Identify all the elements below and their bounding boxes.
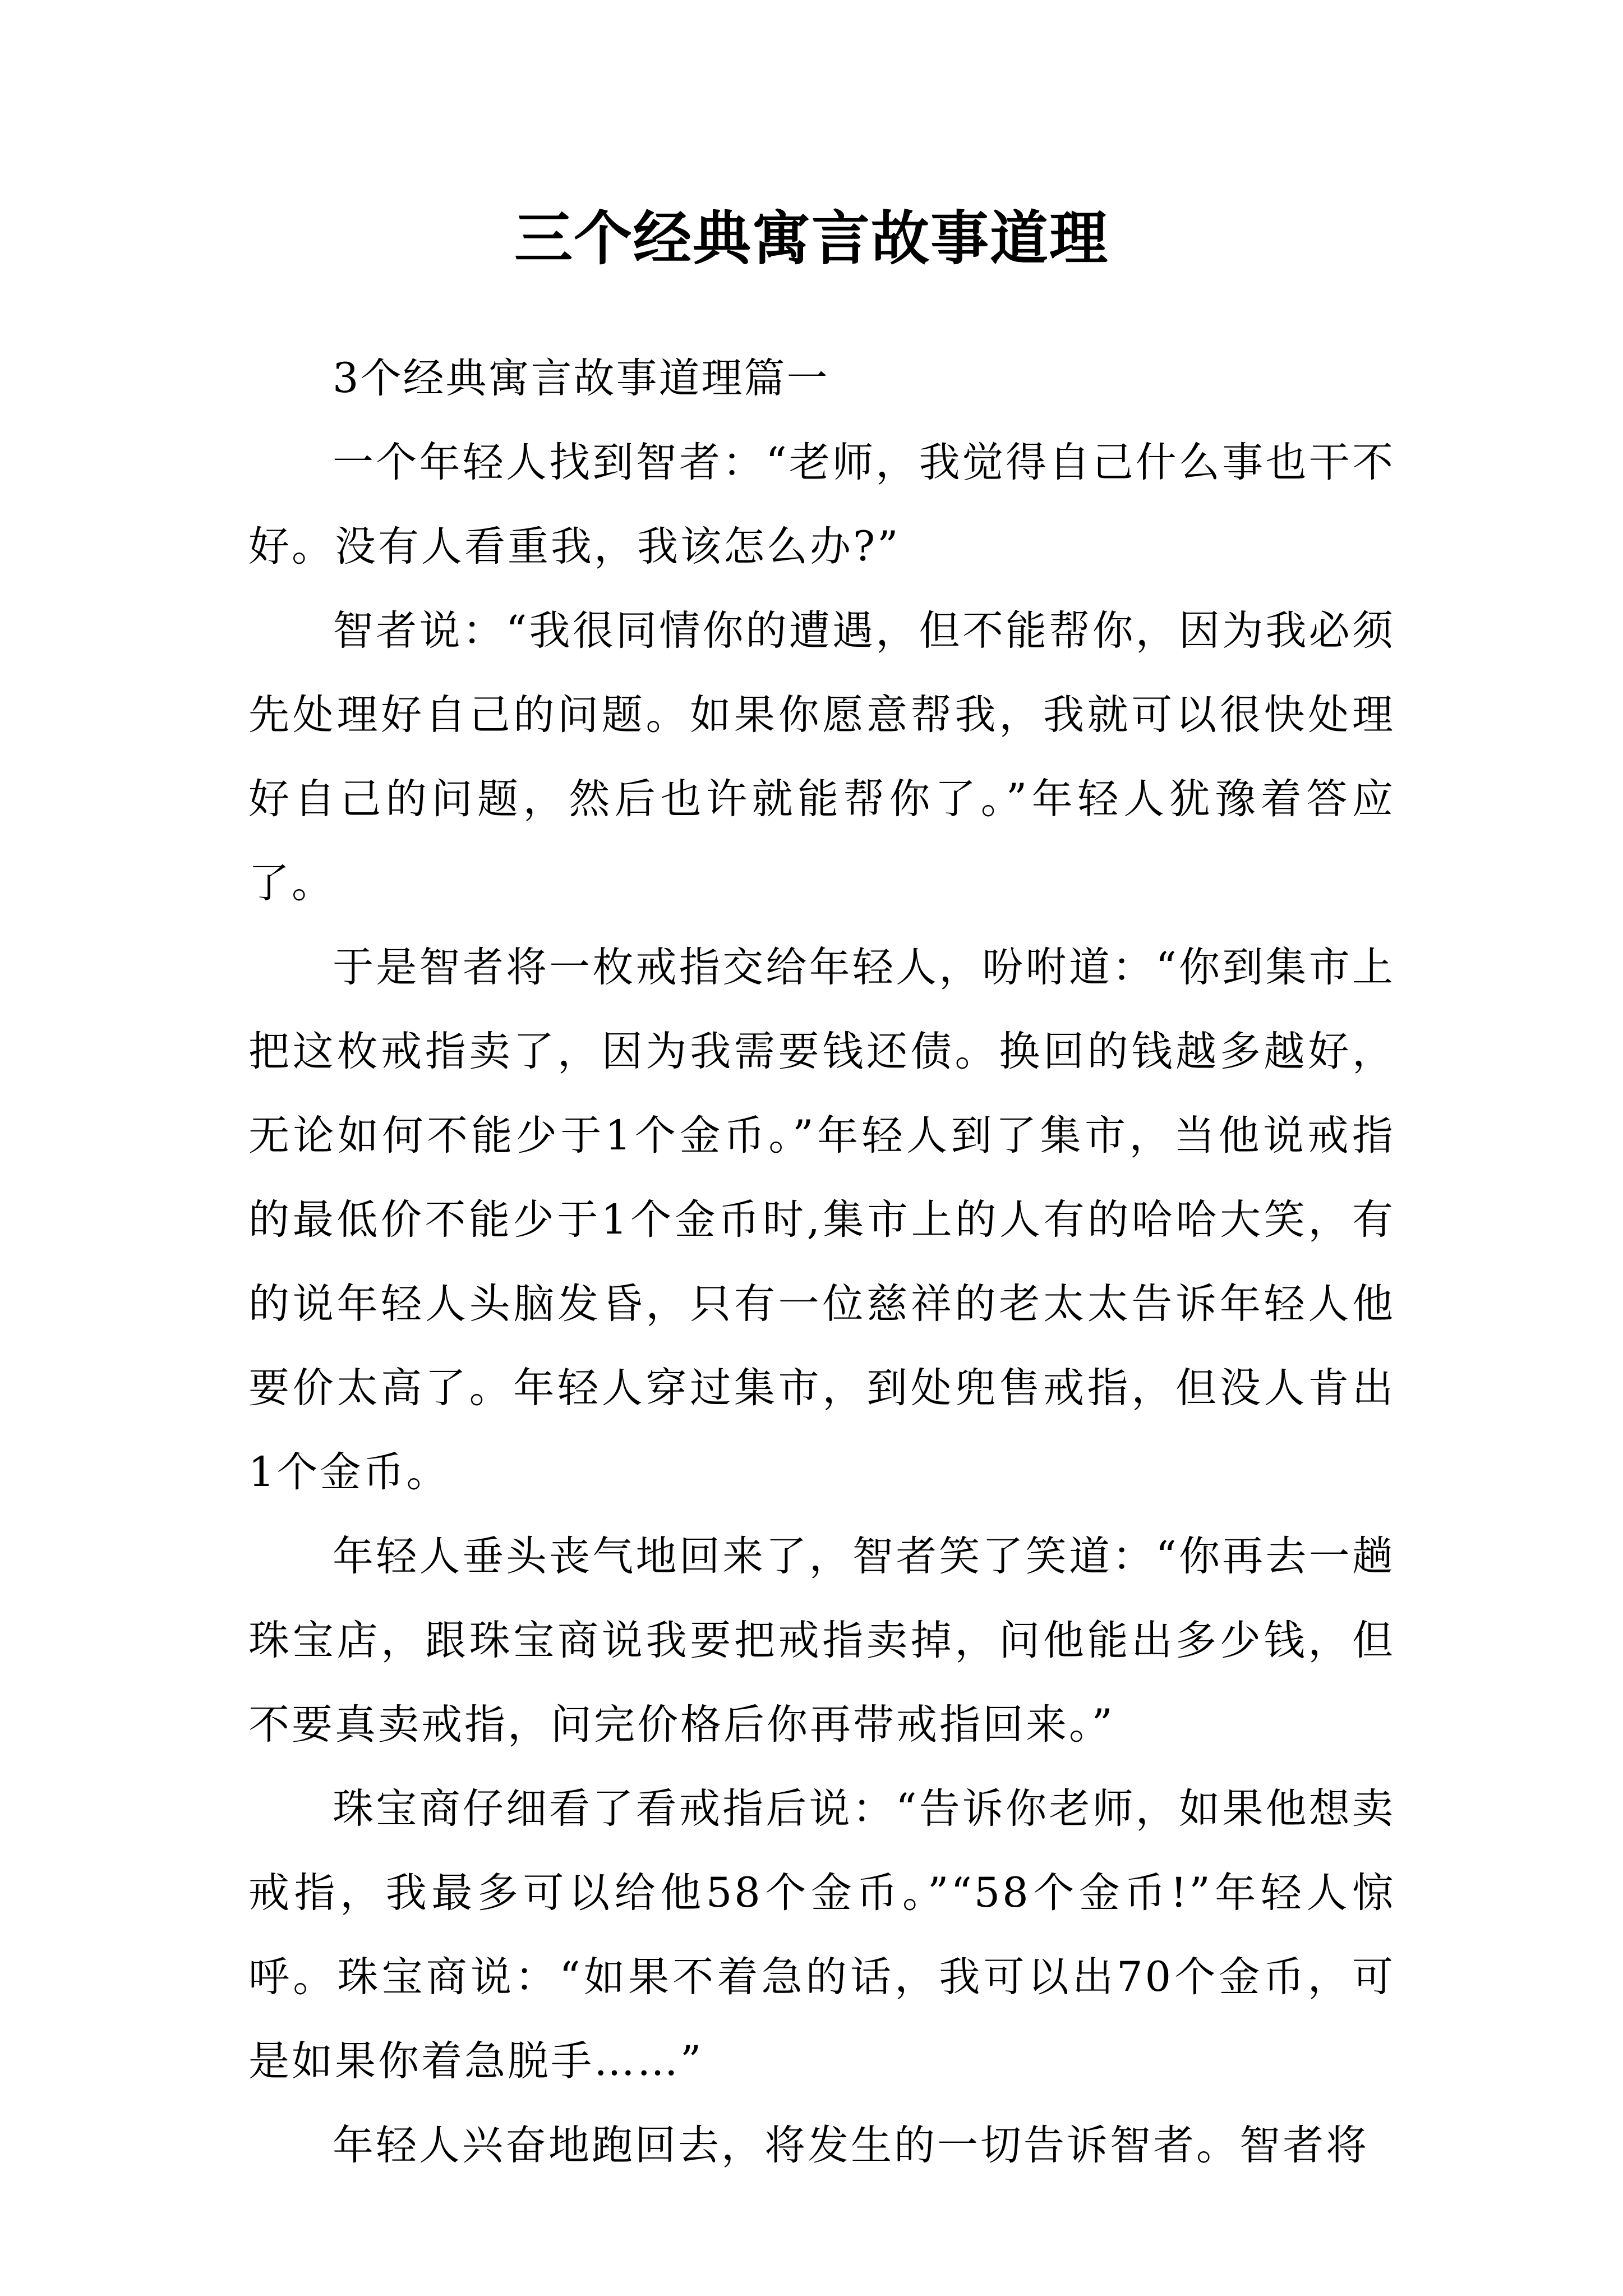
paragraph: 智者说：“我很同情你的遭遇，但不能帮你，因为我必须先处理好自己的问题。如果你愿意帮我，我就可以很快处理好自己的问题，然后也许就能帮你了。”年轻人犹豫着答应了。: [248, 607, 1395, 907]
paragraph: 一个年轻人找到智者：“老师，我觉得自己什么事也干不好。没有人看重我，我该怎么办?”: [248, 439, 1395, 570]
document-body: [248, 337, 1395, 2188]
paragraph: 年轻人垂头丧气地回来了，智者笑了笑道：“你再去一趟珠宝店，跟珠宝商说我要把戒指卖掉，问他能出多少钱，但不要真卖戒指，问完价格后你再带戒指回来。”: [248, 1533, 1395, 1749]
paragraph: 年轻人兴奋地跑回去，将发生的一切告诉智者。智者将: [333, 2122, 1369, 2169]
document-title: 三个经典寓言故事道理: [514, 204, 1109, 273]
paragraph: 于是智者将一枚戒指交给年轻人，吩咐道：“你到集市上把这枚戒指卖了，因为我需要钱还债。换回的钱越多越好，无论如何不能少于1个金币。”年轻人到了集市，当他说戒指的最低价不能少于1个金币时,集市上的人有的哈哈大笑，有的说年轻人头脑发昏，只有一位慈祥的老太太告诉年轻人他要价太高了。年轻人穿过集市，到处兜售戒指，但没人肯出1个金币。: [248, 944, 1395, 1496]
section-heading: 3个经典寓言故事道理篇一: [333, 355, 829, 402]
paragraph: 珠宝商仔细看了看戒指后说：“告诉你老师，如果他想卖戒指，我最多可以给他58个金币。”“58个金币!”年轻人惊呼。珠宝商说：“如果不着急的话，我可以出70个金币，可是如果你着急脱手……”: [248, 1785, 1395, 2085]
